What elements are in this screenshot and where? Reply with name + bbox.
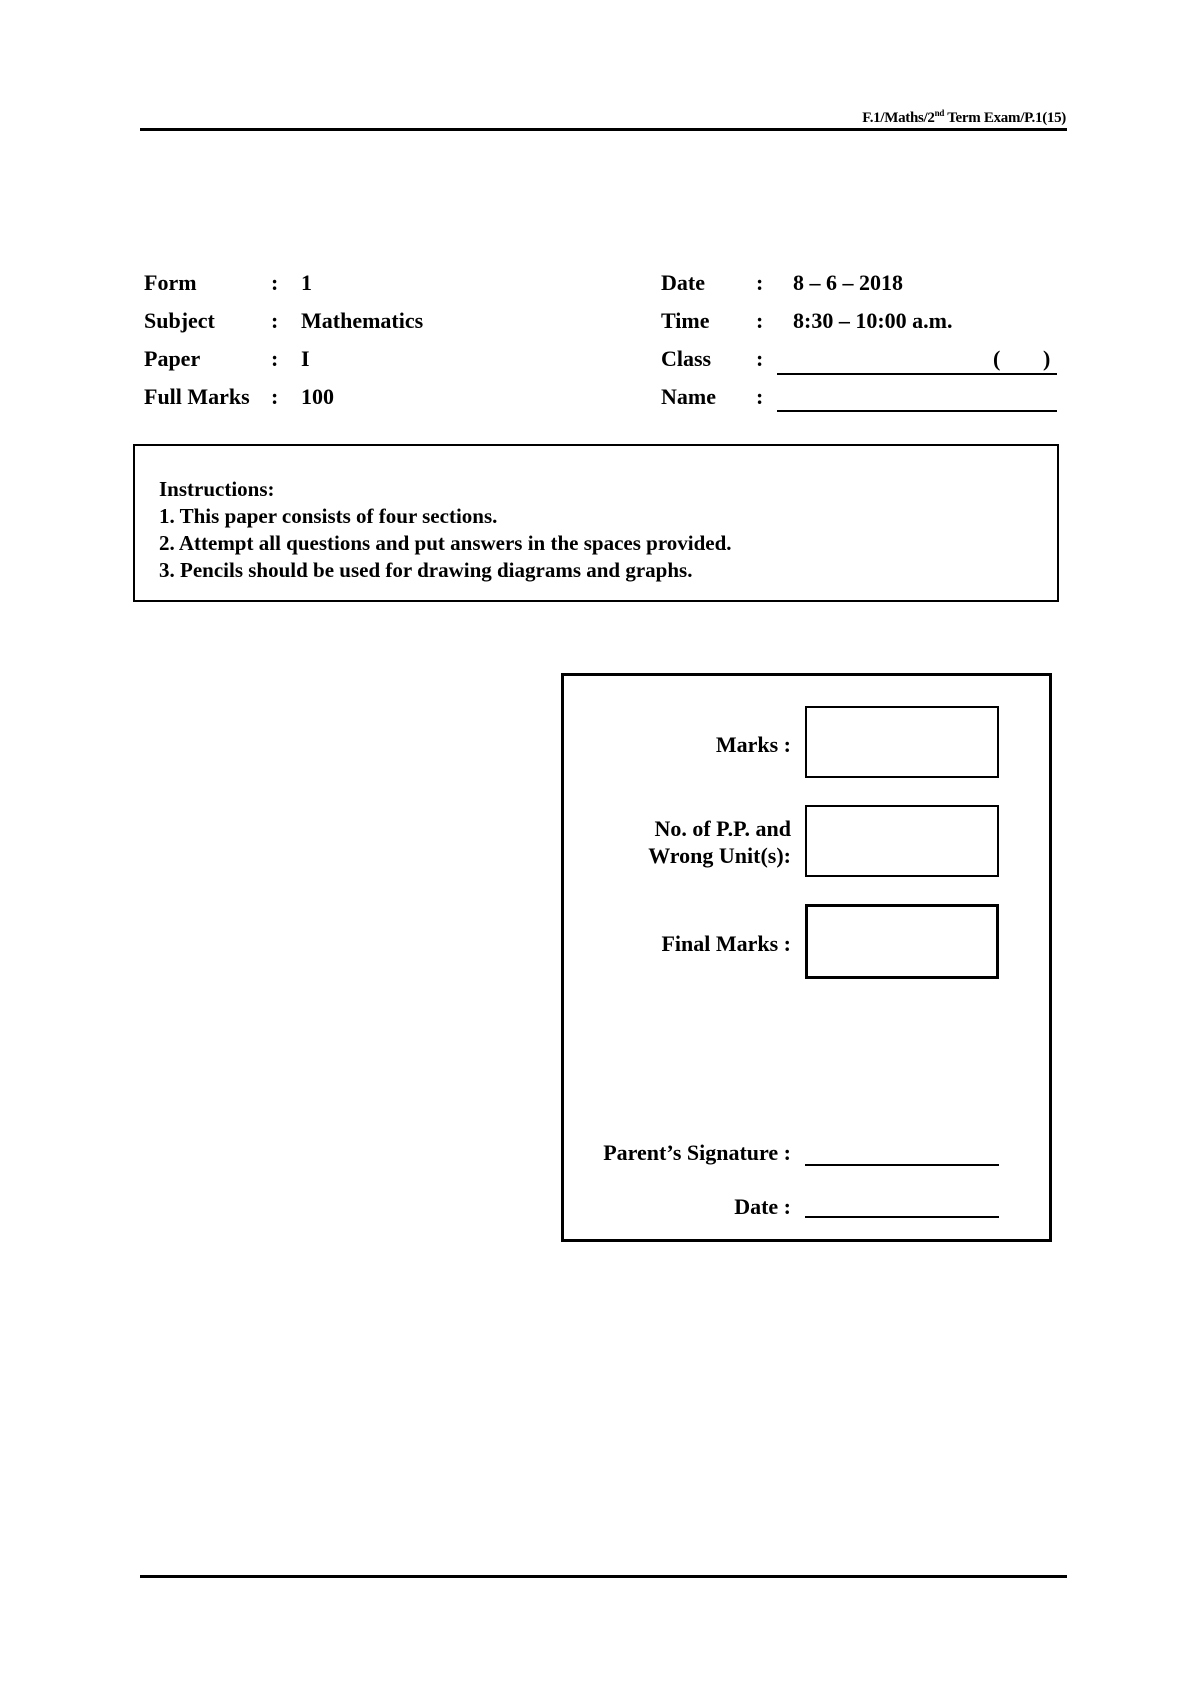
marks-label: Marks : — [715, 732, 791, 757]
pp-wrong-units-box[interactable] — [805, 805, 999, 877]
signature-date-line[interactable] — [805, 1216, 999, 1218]
name-colon: : — [756, 384, 764, 409]
ref-suffix: Term Exam/P.1(15) — [944, 110, 1066, 126]
class-label: Class — [661, 346, 712, 371]
paper-colon: : — [271, 346, 279, 371]
instructions-title: Instructions: — [159, 477, 275, 501]
subject-label: Subject — [144, 308, 215, 333]
paper-value: I — [301, 346, 310, 371]
form-value: 1 — [301, 270, 312, 295]
instruction-item: 3. Pencils should be used for drawing diagrams and graphs. — [159, 558, 693, 582]
name-blank-line[interactable] — [777, 410, 1057, 412]
time-value: 8:30 – 10:00 a.m. — [793, 308, 953, 333]
time-label: Time — [661, 308, 710, 333]
class-number-close-bracket: ) — [1043, 346, 1051, 371]
marks-box[interactable] — [805, 706, 999, 778]
pp-label-line1: No. of P.P. and — [654, 816, 791, 841]
class-number-open-bracket: ( — [993, 346, 1001, 371]
paper-reference — [862, 108, 1066, 127]
parent-signature-label: Parent’s Signature : — [603, 1140, 791, 1165]
signature-date-label: Date : — [734, 1194, 791, 1219]
ref-prefix: F.1/Maths/2 — [862, 110, 935, 126]
pp-label-line2: Wrong Unit(s): — [648, 843, 791, 868]
class-colon: : — [756, 346, 764, 371]
instructions-box — [133, 444, 1059, 602]
pp-wrong-units-label — [648, 815, 791, 869]
date-colon: : — [756, 270, 764, 295]
final-marks-box[interactable] — [805, 904, 999, 979]
instructions-content — [159, 476, 732, 584]
form-label: Form — [144, 270, 197, 295]
header-rule — [140, 128, 1067, 131]
marks-panel — [561, 673, 1052, 1242]
final-marks-label: Final Marks : — [661, 931, 791, 956]
ref-sup: nd — [934, 108, 945, 118]
full-marks-label: Full Marks — [144, 384, 250, 409]
parent-signature-line[interactable] — [805, 1164, 999, 1166]
paper-label: Paper — [144, 346, 201, 371]
class-blank-line[interactable] — [777, 373, 1057, 375]
instruction-item: 1. This paper consists of four sections. — [159, 504, 498, 528]
date-label: Date — [661, 270, 705, 295]
date-value: 8 – 6 – 2018 — [793, 270, 903, 295]
form-colon: : — [271, 270, 279, 295]
full-marks-colon: : — [271, 384, 279, 409]
footer-rule — [140, 1575, 1067, 1578]
full-marks-value: 100 — [301, 384, 334, 409]
name-label: Name — [661, 384, 716, 409]
subject-colon: : — [271, 308, 279, 333]
instruction-item: 2. Attempt all questions and put answers in the spaces provided. — [159, 531, 732, 555]
time-colon: : — [756, 308, 764, 333]
subject-value: Mathematics — [301, 308, 424, 333]
